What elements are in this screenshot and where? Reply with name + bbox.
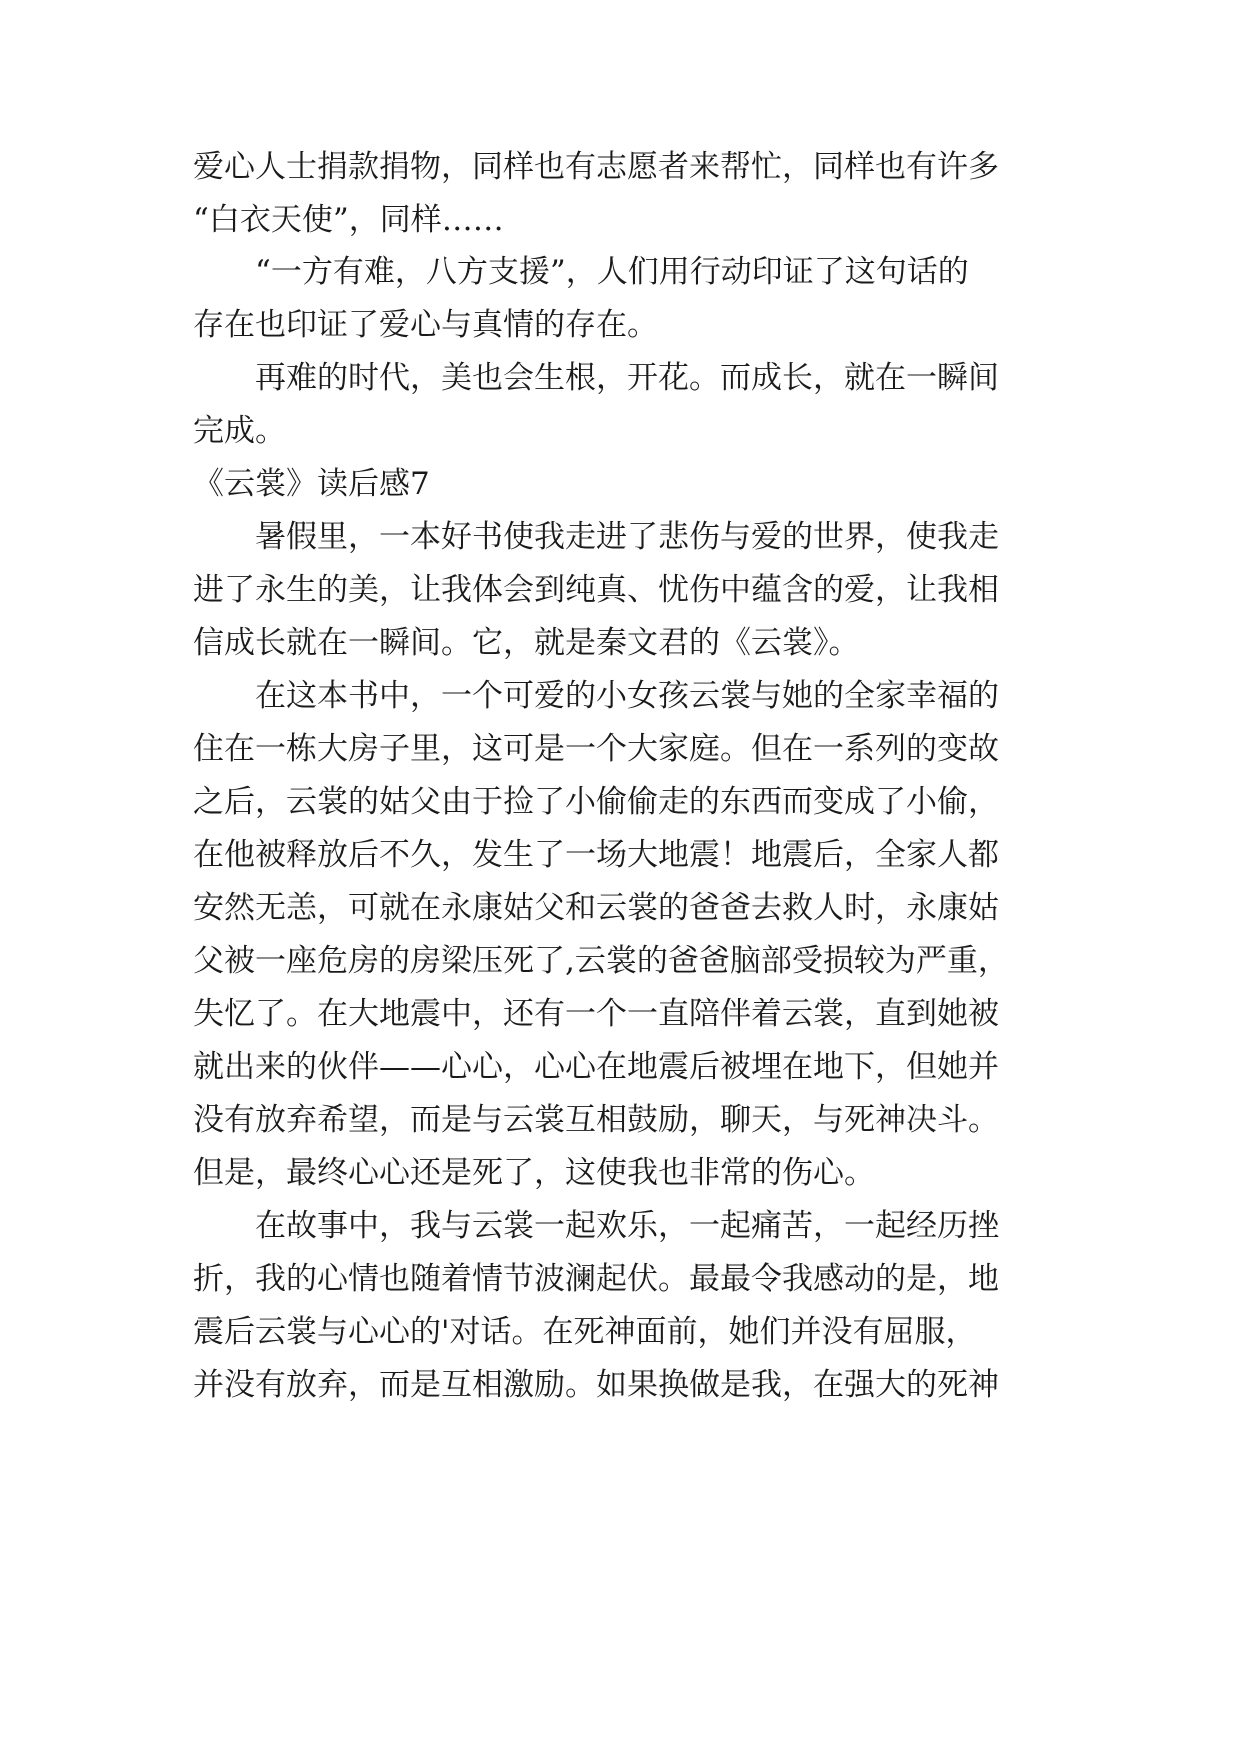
text-line: 住在一栋大房子里，这可是一个大家庭。但在一系列的变故 bbox=[193, 731, 999, 767]
text-line: 但是，最终心心还是死了，这使我也非常的伤心。 bbox=[193, 1155, 875, 1191]
text-line: 在这本书中，一个可爱的小女孩云裳与她的全家幸福的 bbox=[255, 678, 999, 714]
text-line: 并没有放弃，而是互相激励。如果换做是我，在强大的死神 bbox=[193, 1367, 999, 1403]
text-line: 完成。 bbox=[193, 413, 286, 449]
text-line: 暑假里，一本好书使我走进了悲伤与爱的世界，使我走 bbox=[255, 519, 999, 555]
text-line: 在故事中，我与云裳一起欢乐，一起痛苦，一起经历挫 bbox=[255, 1208, 999, 1244]
text-line: 父被一座危房的房梁压死了,云裳的爸爸脑部受损较为严重， bbox=[193, 943, 1009, 979]
text-line: 存在也印证了爱心与真情的存在。 bbox=[193, 307, 658, 343]
text-line: 在他被释放后不久，发生了一场大地震！地震后，全家人都 bbox=[193, 837, 999, 873]
text-line: 失忆了。在大地震中，还有一个一直陪伴着云裳，直到她被 bbox=[193, 996, 999, 1032]
section-heading: 《云裳》读后感7 bbox=[193, 466, 430, 502]
text-line: 折，我的心情也随着情节波澜起伏。最最令我感动的是，地 bbox=[193, 1261, 999, 1297]
text-line: 没有放弃希望，而是与云裳互相鼓励，聊天，与死神决斗。 bbox=[193, 1102, 999, 1138]
text-line: 震后云裳与心心的'对话。在死神面前，她们并没有屈服， bbox=[193, 1314, 977, 1350]
text-line: 进了永生的美，让我体会到纯真、忧伤中蕴含的爱，让我相 bbox=[193, 572, 999, 608]
text-line: 之后，云裳的姑父由于捡了小偷偷走的东西而变成了小偷， bbox=[193, 784, 999, 820]
text-line: “一方有难，八方支援”，人们用行动印证了这句话的 bbox=[255, 254, 969, 290]
text-line: 安然无恙，可就在永康姑父和云裳的爸爸去救人时，永康姑 bbox=[193, 890, 999, 926]
text-line: 就出来的伙伴——心心，心心在地震后被埋在地下，但她并 bbox=[193, 1049, 999, 1085]
text-line: “白衣天使”，同样…… bbox=[193, 202, 504, 238]
text-line: 爱心人士捐款捐物，同样也有志愿者来帮忙，同样也有许多 bbox=[193, 149, 999, 185]
text-line: 信成长就在一瞬间。它，就是秦文君的《云裳》。 bbox=[193, 625, 860, 661]
text-line: 再难的时代，美也会生根，开花。而成长，就在一瞬间 bbox=[255, 360, 999, 396]
